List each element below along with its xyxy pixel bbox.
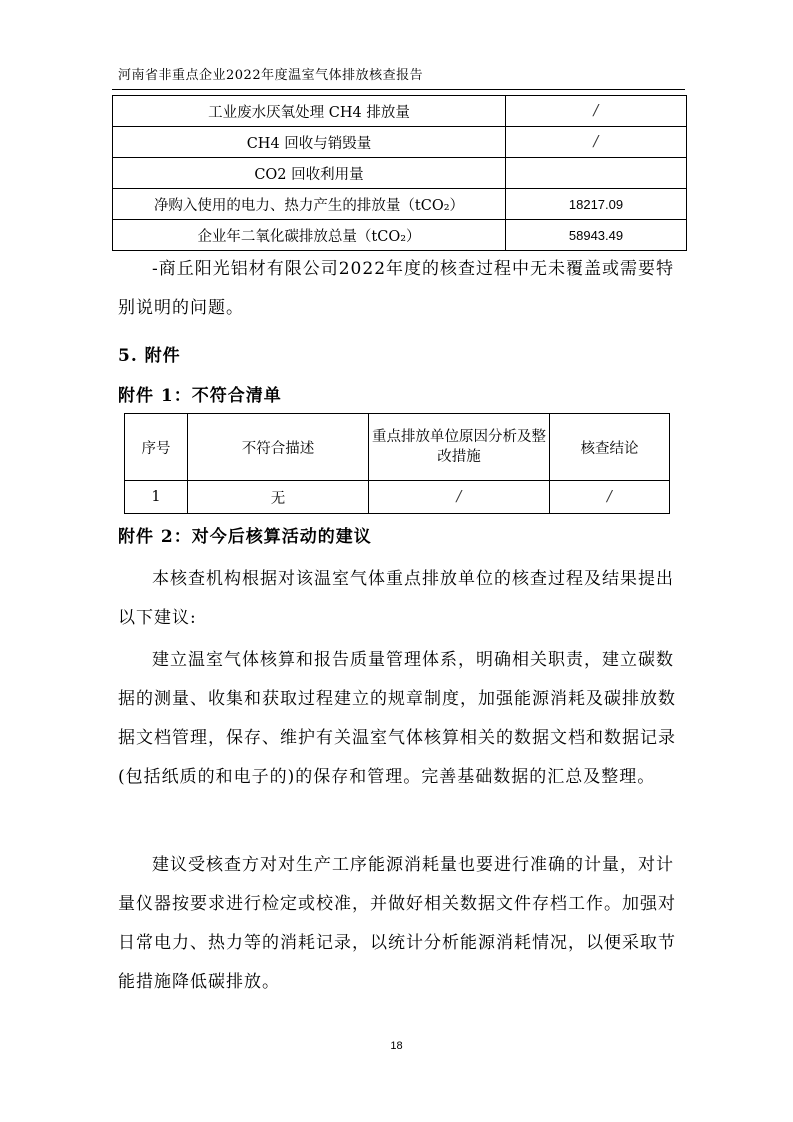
header-rule xyxy=(112,89,685,90)
table-cell: / xyxy=(550,481,670,514)
row-label: 企业年二氧化碳排放总量（tCO₂） xyxy=(113,220,506,251)
section-heading: 5. 附件 xyxy=(118,346,181,366)
column-header: 序号 xyxy=(125,414,188,481)
suggestion-paragraph-1: 建立温室气体核算和报告质量管理体系，明确相关职责，建立碳数据的测量、收集和获取过程建立的规章制度，加强能源消耗及碳排放数据文档管理，保存、维护有关温室气体核算相关的数据文档和数据记录(包括纸质的和电子的)的保存和管理。完善基础数据的汇总及整理。 xyxy=(118,650,676,787)
table-row xyxy=(113,158,687,189)
attachment1-heading: 附件 1：不符合清单 xyxy=(118,386,282,406)
table-cell: / xyxy=(369,481,550,514)
row-value: 18217.09 xyxy=(506,189,687,220)
table-header-row xyxy=(125,414,670,481)
running-header: 河南省非重点企业2022年度温室气体排放核查报告 xyxy=(118,68,424,83)
table-row xyxy=(113,220,687,251)
intro-paragraph: 本核查机构根据对该温室气体重点排放单位的核查过程及结果提出以下建议: xyxy=(118,569,674,628)
note-paragraph: -商丘阳光铝材有限公司2022年度的核查过程中无未覆盖或需要特别说明的问题。 xyxy=(118,259,675,318)
column-header: 不符合描述 xyxy=(188,414,369,481)
row-label: 净购入使用的电力、热力产生的排放量（tCO₂） xyxy=(113,189,506,220)
table-row xyxy=(125,481,670,514)
row-value: / xyxy=(506,127,687,158)
table-row xyxy=(113,127,687,158)
emission-table xyxy=(112,95,687,251)
table-row xyxy=(113,189,687,220)
attachment2-heading: 附件 2：对今后核算活动的建议 xyxy=(118,527,372,547)
row-label: CO2 回收利用量 xyxy=(113,158,506,189)
column-header: 重点排放单位原因分析及整改措施 xyxy=(369,414,550,481)
nonconformity-table xyxy=(124,413,670,514)
row-value: 58943.49 xyxy=(506,220,687,251)
table-cell: 无 xyxy=(188,481,369,514)
row-label: CH4 回收与销毁量 xyxy=(113,127,506,158)
page-number: 18 xyxy=(390,1040,403,1052)
table-row xyxy=(113,96,687,127)
suggestion-paragraph-2: 建议受核查方对对生产工序能源消耗量也要进行准确的计量，对计量仪器按要求进行检定或校准，并做好相关数据文件存档工作。加强对日常电力、热力等的消耗记录，以统计分析能源消耗情况，以便采取节能措施降低碳排放。 xyxy=(118,855,676,992)
row-value xyxy=(506,158,687,189)
column-header: 核查结论 xyxy=(550,414,670,481)
table-cell: 1 xyxy=(125,481,188,514)
row-label: 工业废水厌氧处理 CH4 排放量 xyxy=(113,96,506,127)
row-value: / xyxy=(506,96,687,127)
